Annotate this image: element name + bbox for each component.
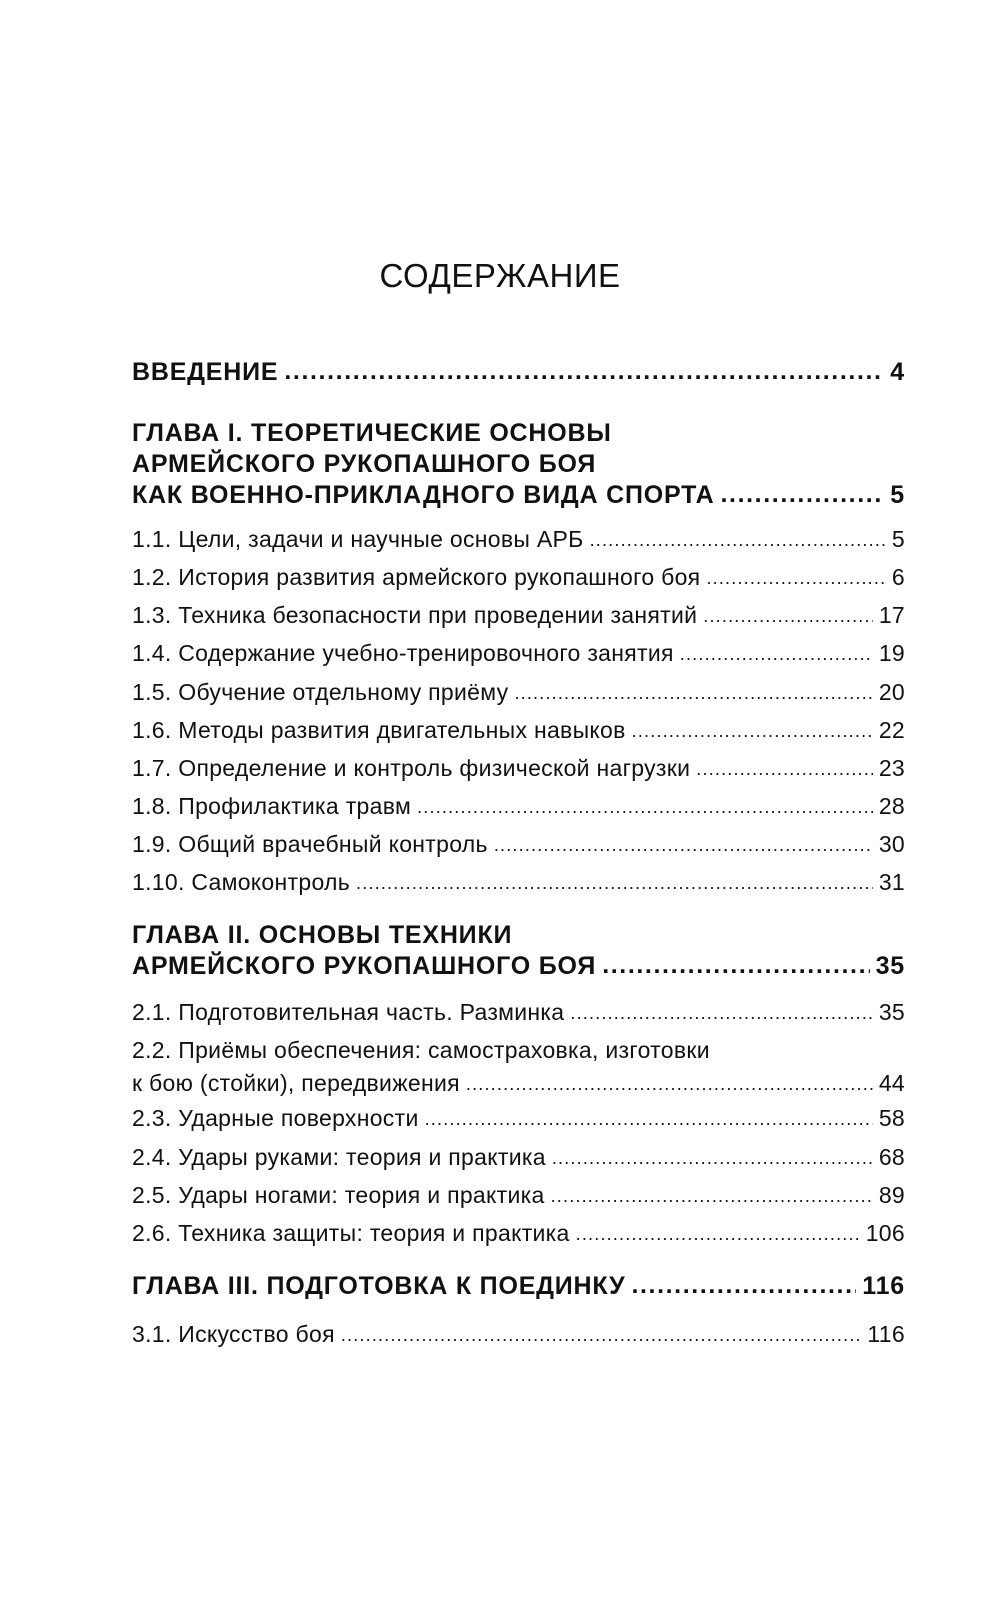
toc-entry-section-2-3[interactable] [132, 1102, 905, 1137]
dot-leader [721, 479, 885, 510]
toc-entry-section-1-7[interactable] [132, 752, 905, 787]
entry-page-number: 89 [878, 1182, 905, 1208]
entry-title: ВВЕДЕНИЕ [132, 358, 279, 386]
dot-leader [552, 1140, 873, 1175]
entry-title: 2.1. Подготовительная часть. Разминка [132, 999, 565, 1025]
toc-entry-section-1-6[interactable] [132, 714, 905, 749]
chapter-title-line: АРМЕЙСКОГО РУКОПАШНОГО БОЯ [132, 450, 597, 478]
toc-entry-section-2-1[interactable] [132, 996, 905, 1031]
toc-entry-section-1-3[interactable] [132, 599, 905, 634]
entry-page-number: 58 [878, 1105, 905, 1131]
entry-page-number: 116 [862, 1272, 905, 1300]
dot-leader [570, 995, 872, 1030]
entry-title: 1.4. Содержание учебно-тренировочного занятия [132, 640, 674, 666]
entry-page-number: 35 [878, 999, 905, 1025]
entry-title: 1.10. Самоконтроль [132, 869, 351, 895]
toc-entry-section-1-8[interactable] [132, 790, 905, 825]
entry-page-number: 35 [875, 952, 905, 980]
entry-title-line: к бою (стойки), передвижения [132, 1070, 460, 1096]
entry-title: 1.9. Общий врачебный контроль [132, 831, 488, 857]
dot-leader [466, 1066, 873, 1101]
entry-page-number: 4 [890, 358, 905, 386]
entry-title: 1.2. История развития армейского рукопашного боя [132, 564, 701, 590]
entry-title: 1.8. Профилактика травм [132, 793, 412, 819]
entry-title: 1.7. Определение и контроль физической нагрузки [132, 755, 691, 781]
entry-page-number: 23 [878, 755, 905, 781]
dot-leader [341, 1317, 862, 1352]
dot-leader [494, 827, 873, 862]
dot-leader [425, 1101, 873, 1136]
chapter-title-line: ГЛАВА II. ОСНОВЫ ТЕХНИКИ [132, 921, 513, 949]
dot-leader [417, 789, 873, 824]
dot-leader [703, 598, 873, 633]
toc-entry-chapter-3[interactable] [132, 1271, 905, 1302]
entry-page-number: 19 [878, 640, 905, 666]
toc-entry-section-1-4[interactable] [132, 637, 905, 672]
toc-entry-section-1-1[interactable] [132, 523, 905, 558]
chapter-title-line: КАК ВОЕННО-ПРИКЛАДНОГО ВИДА СПОРТА [132, 481, 715, 509]
dot-leader [356, 865, 873, 900]
entry-page-number: 5 [890, 481, 905, 509]
toc-entry-section-2-2[interactable] [132, 1034, 905, 1102]
dot-leader [551, 1178, 873, 1213]
entry-page-number: 31 [878, 869, 905, 895]
entry-page-number: 68 [878, 1144, 905, 1170]
dot-leader [631, 1270, 856, 1301]
entry-page-number: 5 [891, 526, 905, 552]
dot-leader [514, 675, 872, 710]
entry-title: 2.3. Ударные поверхности [132, 1105, 419, 1131]
entry-page-number: 106 [865, 1220, 905, 1246]
dot-leader [680, 636, 873, 671]
toc-entry-section-1-9[interactable] [132, 828, 905, 863]
chapter-title-line: АРМЕЙСКОГО РУКОПАШНОГО БОЯ [132, 952, 597, 980]
entry-title: 1.3. Техника безопасности при проведении занятий [132, 602, 698, 628]
dot-leader [706, 560, 885, 595]
entry-title: 2.6. Техника защиты: теория и практика [132, 1220, 570, 1246]
entry-page-number: 20 [878, 679, 905, 705]
entry-title: 1.5. Обучение отдельному приёму [132, 679, 509, 705]
toc-entry-chapter-2[interactable] [132, 920, 905, 982]
toc-entry-section-1-10[interactable] [132, 866, 905, 901]
entry-page-number: 30 [878, 831, 905, 857]
entry-page-number: 17 [878, 602, 905, 628]
chapter-title-line: ГЛАВА I. ТЕОРЕТИЧЕСКИЕ ОСНОВЫ [132, 419, 612, 447]
entry-title: 2.4. Удары руками: теория и практика [132, 1144, 546, 1170]
entry-page-number: 116 [867, 1321, 905, 1347]
dot-leader [602, 950, 869, 981]
entry-title: 2.5. Удары ногами: теория и практика [132, 1182, 545, 1208]
chapter-title-line: ГЛАВА III. ПОДГОТОВКА К ПОЕДИНКУ [132, 1272, 626, 1300]
dot-leader [284, 356, 884, 387]
toc-entry-section-1-5[interactable] [132, 676, 905, 711]
toc-entry-section-2-4[interactable] [132, 1141, 905, 1176]
dot-leader [590, 522, 886, 557]
toc-entry-section-2-6[interactable] [132, 1217, 905, 1252]
toc-entry-section-1-2[interactable] [132, 561, 905, 596]
entry-page-number: 6 [891, 564, 905, 590]
entry-page-number: 28 [878, 793, 905, 819]
entry-title: 3.1. Искусство боя [132, 1321, 335, 1347]
entry-page-number: 22 [878, 717, 905, 743]
dot-leader [576, 1216, 860, 1251]
dot-leader [632, 713, 873, 748]
toc-entry-section-3-1[interactable] [132, 1318, 905, 1353]
toc-entry-section-2-5[interactable] [132, 1179, 905, 1214]
toc-entry-introduction[interactable] [132, 357, 905, 388]
page-title: СОДЕРЖАНИЕ [379, 257, 621, 294]
toc-entry-chapter-1[interactable] [132, 418, 905, 511]
entry-title: 1.1. Цели, задачи и научные основы АРБ [132, 526, 584, 552]
entry-title-line: 2.2. Приёмы обеспечения: самостраховка, изготовки [132, 1037, 710, 1063]
dot-leader [696, 751, 873, 786]
entry-page-number: 44 [878, 1070, 905, 1096]
entry-title: 1.6. Методы развития двигательных навыков [132, 717, 626, 743]
